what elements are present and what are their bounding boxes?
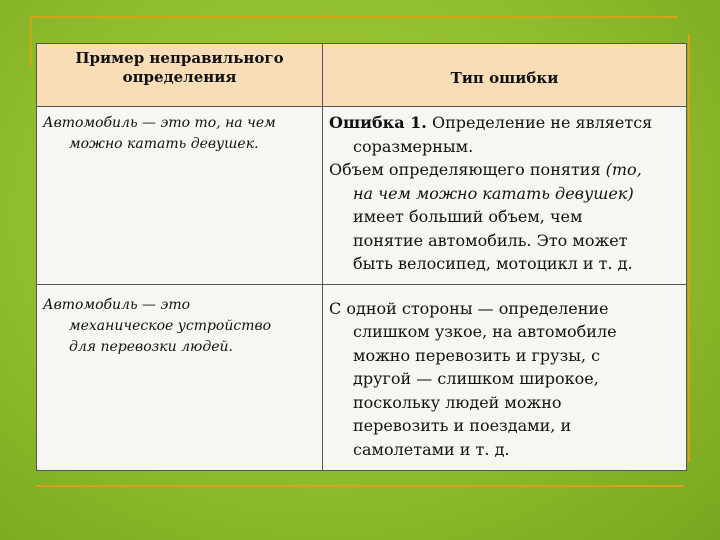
decor-line-right — [688, 34, 690, 462]
error-cell — [323, 284, 687, 470]
error-line-italic: на чем можно катать девушек) — [353, 183, 634, 203]
header-example: Пример неправильного определения — [37, 44, 323, 107]
example-line: Автомобиль — это — [43, 296, 191, 313]
error-line: С одной стороны — определение — [329, 298, 609, 318]
table-row — [37, 284, 687, 470]
error-line: Определение не является — [426, 113, 653, 132]
example-line: для перевозки людей. — [69, 338, 233, 355]
error-line: Объем определяющего понятия — [329, 160, 606, 179]
error-line: перевозить и поездами, и — [353, 416, 572, 435]
definition-errors-table — [36, 43, 687, 471]
table-header-row — [37, 44, 687, 107]
error-line: слишком узкое, на автомобиле — [353, 322, 617, 341]
error-line: быть велосипед, мотоцикл и т. д. — [353, 254, 633, 273]
decor-line-top — [30, 16, 678, 18]
error-line: самолетами и т. д. — [353, 439, 510, 459]
decor-line-top-left — [30, 16, 32, 66]
error-line: другой — слишком широкое, — [353, 369, 599, 388]
error-line: поскольку людей можно — [353, 392, 562, 412]
decor-line-bottom — [36, 485, 684, 487]
example-line: можно катать девушек. — [69, 136, 259, 152]
table-row — [37, 107, 687, 285]
error-label: Ошибка 1. — [329, 113, 427, 132]
error-line: соразмерным. — [353, 136, 474, 156]
error-line: можно перевозить и грузы, с — [353, 345, 601, 365]
error-line: имеет больший объем, чем — [353, 207, 583, 226]
example-cell — [37, 107, 323, 285]
error-cell — [323, 107, 687, 285]
example-line: Автомобиль — это то, на чем — [43, 115, 276, 131]
example-line: механическое устройство — [69, 317, 272, 334]
header-error-type: Тип ошибки — [323, 44, 687, 107]
example-cell — [37, 284, 323, 470]
error-line-italic: (то, — [605, 160, 642, 179]
error-line: понятие автомобиль. Это может — [353, 230, 628, 250]
